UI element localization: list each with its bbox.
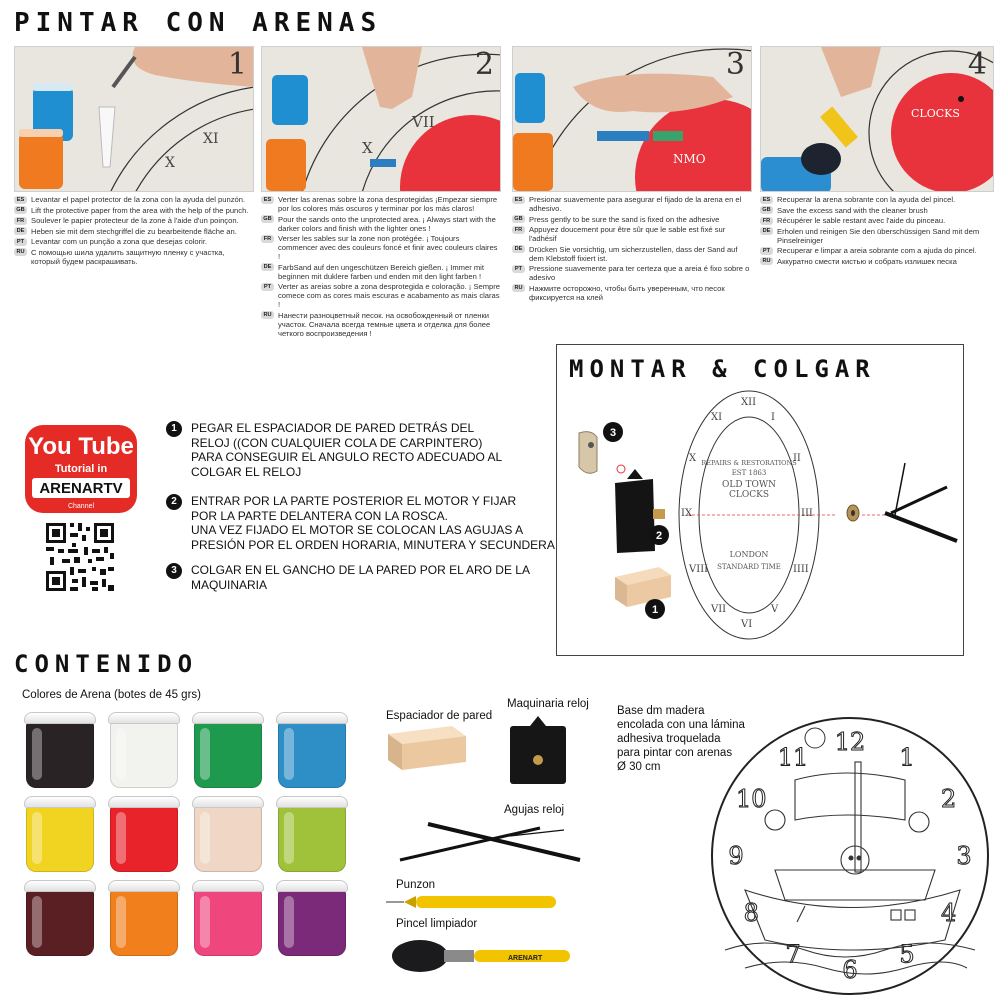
step-1-instructions — [14, 195, 254, 266]
step-1-illustration — [15, 47, 254, 192]
step-3-instructions — [512, 195, 752, 302]
lang-badge: GB — [512, 215, 525, 223]
callout-2: 2 — [655, 530, 663, 542]
sand-jar-lid — [24, 796, 96, 808]
clock-base-numeral: 3 — [956, 842, 972, 870]
sand-jar — [22, 796, 98, 872]
sand-jar — [190, 796, 266, 872]
base-description: Base dm madera encolada con una lámina adhesiva troquelada para pintar con arenas Ø 30 cm — [617, 705, 745, 773]
instruction-text: Verter las arenas sobre la zona desprotegidas ¡Empezar siempre por los colores más oscuros y terminar por los más claros! — [278, 195, 498, 213]
youtube-brand: You Tube — [28, 433, 134, 460]
instruction-text: Save the excess sand with the cleaner brush — [777, 205, 928, 215]
sand-jar — [274, 880, 350, 956]
roman-numeral: VII — [711, 604, 727, 616]
montar-step-2-text: ENTRAR POR LA PARTE POSTERIOR EL MOTOR Y FIJAR POR LA PARTE DELANTERA CON LA ROSCA. UNA VEZ FIJADO EL MOTOR SE COLOCAN LAS AGUJAS A PRESIÓN POR EL ORDEN HORARIA, MINUTERA Y SECUNDERA — [191, 494, 555, 552]
wall-hook-icon — [579, 432, 597, 474]
montar-step-3 — [166, 563, 530, 592]
instruction-text: FarbSand auf den ungeschützen Bereich gießen. ¡ Immer mit beginnen mit duklere farben und enden mit den light farben ! — [278, 262, 484, 281]
lang-badge: PT — [261, 283, 274, 291]
instruction-row — [512, 284, 752, 302]
instruction-text: Press gently to be sure the sand is fixed on the adhesive — [529, 214, 720, 224]
instruction-text: Heben sie mit dem stechgriffel die zu bearbeitende fläche an. — [31, 226, 237, 236]
svg-text:X: X — [165, 155, 175, 171]
hands-label: Agujas reloj — [504, 804, 565, 816]
wall-spacer-icon — [615, 567, 671, 607]
instruction-row — [760, 216, 994, 225]
instruction-row — [261, 215, 501, 233]
instruction-text: Recuperar la arena sobrante con la ayuda del pincel. — [777, 195, 956, 204]
instruction-row — [261, 263, 501, 281]
instruction-text: Récupérer le sable restant avec l'aide du pinceau. — [777, 216, 946, 225]
instruction-text: Recuperar e limpar a areia sobrante com a ajuda do pincel. — [777, 246, 977, 255]
sand-jar-lid — [276, 796, 348, 808]
callout-3: 3 — [609, 427, 617, 439]
svg-text:X: X — [362, 139, 373, 157]
youtube-line1: Tutorial in — [54, 463, 108, 475]
sand-jar — [22, 880, 98, 956]
montar-diagram-panel — [556, 344, 964, 656]
instruction-row — [261, 282, 501, 309]
assembly-diagram — [557, 345, 963, 655]
instruction-text: Verser les sables sur la zone non protégée. ¡ Toujours commencer avec des couleurs foncé et finir avec couleurs claires ! — [278, 234, 498, 261]
nut-icon — [847, 505, 859, 521]
sand-jar-lid — [108, 880, 180, 892]
sand-jar-lid — [192, 796, 264, 808]
instruction-row — [14, 227, 254, 236]
instruction-row — [512, 195, 752, 213]
clock-base-numeral: 5 — [899, 940, 915, 969]
montar-step-1-text: PEGAR EL ESPACIADOR DE PARED DETRÁS DEL RELOJ ((CON CUALQUIER COLA DE CARPINTERO) PARA CONSEGUIR EL ANGULO RECTO ADECUADO AL COLGAR EL RELOJ — [191, 421, 503, 479]
clock-arc-text: REPAIRS & RESTORATIONS — [701, 459, 797, 467]
roman-numeral: IIII — [792, 563, 809, 575]
lang-badge: RU — [14, 248, 27, 256]
clock-base-numeral: 11 — [777, 743, 809, 772]
instruction-text: Erholen und reinigen Sie den überschüssigen Sand mit dem Pinselreiniger — [777, 226, 980, 245]
lang-badge: RU — [760, 257, 773, 265]
roman-numeral: IX — [681, 508, 693, 519]
sand-jar — [106, 880, 182, 956]
step-2-instructions — [261, 195, 501, 338]
clock-movement-icon — [510, 716, 566, 784]
youtube-badge-icon — [24, 424, 138, 514]
instruction-text: Нажмите осторожно, чтобы быть уверенным, что песок фиксируется на клей — [529, 283, 725, 302]
step-4 — [760, 46, 994, 267]
instruction-text: Verter as areias sobre a zona desprotegida e coloração. ¡ Sempre comece com as cores mais escuras e acabamento as mais claras ! — [278, 282, 501, 309]
roman-numeral: II — [792, 452, 801, 464]
clock-base-drawing — [705, 710, 995, 1000]
step-3-photo — [512, 46, 752, 192]
lang-badge: ES — [512, 196, 525, 204]
accessories-illustration — [380, 710, 620, 1000]
spacer-label: Espaciador de pared — [386, 710, 493, 722]
instruction-row — [261, 195, 501, 213]
sand-jar — [190, 880, 266, 956]
clock-base-numeral: 2 — [941, 785, 957, 813]
lang-badge: DE — [261, 263, 274, 271]
step-2-photo — [261, 46, 501, 192]
lang-badge: GB — [760, 206, 773, 214]
sand-jar-lid — [108, 712, 180, 724]
instruction-row — [760, 195, 994, 204]
clock-base-numeral: 10 — [736, 785, 767, 813]
youtube-line3: Channel — [67, 503, 95, 510]
lang-badge: DE — [512, 245, 525, 253]
punch-label: Punzon — [396, 879, 436, 891]
sand-jar-lid — [108, 796, 180, 808]
brush-brand: ARENART — [508, 955, 543, 962]
lang-badge: PT — [512, 265, 525, 273]
montar-step-3-bullet: 3 — [166, 563, 182, 579]
cleaning-brush-icon — [392, 940, 570, 972]
roman-numeral: XII — [741, 397, 757, 408]
clock-hands-icon — [400, 824, 580, 860]
lang-badge: FR — [261, 235, 274, 243]
sand-jar — [106, 712, 182, 788]
instruction-text: С помощью шила удалить защитную пленку с участка, который будем раскрашивать. — [31, 247, 225, 266]
lang-badge: RU — [261, 311, 274, 319]
instruction-row — [760, 206, 994, 215]
montar-step-3-text: COLGAR EN EL GANCHO DE LA PARED POR EL ARO DE LA MAQUINARIA — [191, 563, 530, 592]
instruction-row — [261, 234, 501, 261]
clock-city-text: LONDON — [729, 550, 769, 559]
step-3-illustration — [513, 47, 752, 192]
instruction-row — [760, 227, 994, 245]
montar-step-2-bullet: 2 — [166, 494, 182, 510]
instruction-text: Pour the sands onto the unprotected area. ¡ Always start with the darker colors and finish with the lighter ones ! — [278, 214, 496, 233]
clock-base-numeral: 8 — [743, 899, 759, 927]
step-4-illustration — [761, 47, 994, 192]
lang-badge: FR — [512, 226, 525, 234]
lang-badge: ES — [261, 196, 274, 204]
clock-base-numeral: 4 — [941, 899, 957, 927]
punch-tool-icon — [386, 896, 556, 908]
youtube-logo[interactable] — [24, 424, 138, 514]
clock-base-numeral: 9 — [728, 842, 744, 870]
instruction-text: Presionar suavemente para asegurar el fijado de la arena en el adhesivo. — [529, 195, 742, 213]
step-2-number: 2 — [474, 47, 494, 82]
sand-colors-label: Colores de Arena (botes de 45 grs) — [22, 689, 201, 701]
roman-numeral: VI — [741, 619, 753, 630]
sand-jar-lid — [24, 712, 96, 724]
step-1-photo — [14, 46, 254, 192]
callout-1: 1 — [651, 604, 659, 616]
instruction-row — [14, 206, 254, 215]
lang-badge: RU — [512, 284, 525, 292]
callout-1-badge — [645, 599, 665, 619]
instruction-text: Levantar com un punção a zona que desejas colorir. — [31, 237, 208, 246]
movement-label: Maquinaria reloj — [507, 698, 589, 710]
step-2 — [261, 46, 501, 339]
roman-numeral: VIII — [689, 563, 709, 575]
montar-step-2 — [166, 494, 555, 552]
instruction-text: Soulever le papier protecteur de la zone à l'aide d'un poinçon. — [31, 216, 239, 225]
instruction-text: Lift the protective paper from the area with the help of the punch. — [31, 205, 249, 215]
clock-brand2-text: CLOCKS — [728, 490, 770, 500]
page-title: PINTAR CON ARENAS — [14, 8, 383, 38]
sand-jar-lid — [276, 712, 348, 724]
svg-text:VII: VII — [412, 113, 435, 131]
instruction-row — [760, 257, 994, 266]
lang-badge: ES — [760, 196, 773, 204]
spacer-block-icon — [388, 726, 466, 770]
clock-base-numeral: 6 — [842, 956, 858, 984]
clock-std-text: STANDARD TIME — [717, 563, 781, 571]
roman-numeral: III — [801, 508, 813, 519]
instruction-text: Аккуратно смести кистью и собрать излишек песка — [777, 256, 957, 266]
roman-numeral: I — [771, 411, 775, 423]
instruction-row — [14, 216, 254, 225]
instruction-text: Appuyez doucement pour être sûr que le sable est fixé sur l'adhésif — [529, 225, 726, 243]
instruction-row — [14, 248, 254, 266]
instruction-row — [512, 215, 752, 224]
qr-code-icon — [44, 521, 116, 593]
sand-jar-lid — [24, 880, 96, 892]
clock-base-numeral: 12 — [834, 728, 866, 756]
lang-badge: PT — [760, 247, 773, 255]
montar-step-1 — [166, 421, 502, 479]
instruction-row — [14, 195, 254, 204]
instruction-row — [512, 264, 752, 282]
instruction-row — [760, 246, 994, 255]
lang-badge: GB — [261, 215, 274, 223]
lang-badge: FR — [760, 217, 773, 225]
step-3-number: 3 — [725, 47, 745, 82]
sand-jar — [190, 712, 266, 788]
sand-jar — [22, 712, 98, 788]
step-1 — [14, 46, 254, 267]
clock-est-text: EST 1863 — [731, 469, 767, 477]
qr-code[interactable] — [44, 521, 116, 593]
svg-text:NMO: NMO — [673, 152, 706, 166]
step-4-number: 4 — [967, 47, 987, 82]
callout-3-badge — [603, 422, 623, 442]
sand-jar-lid — [192, 712, 264, 724]
lang-badge: DE — [14, 227, 27, 235]
sand-jar-lid — [276, 880, 348, 892]
montar-title: MONTAR & COLGAR — [569, 355, 876, 383]
svg-text:CLOCKS: CLOCKS — [911, 107, 960, 120]
step-1-number: 1 — [227, 47, 247, 82]
sand-jar — [106, 796, 182, 872]
step-3 — [512, 46, 752, 303]
instruction-text: Нанести разноцветный песок. на освобожденный от пленки участок. Сначала всегда темные цвета и отделка для более четкого воспроизведения ! — [278, 310, 491, 338]
clock-base-numeral: 7 — [785, 940, 801, 969]
lang-badge: PT — [14, 238, 27, 246]
instruction-row — [512, 245, 752, 263]
youtube-channel-name: ARENARTV — [39, 480, 123, 497]
instruction-text: Levantar el papel protector de la zona con la ayuda del punzón. — [31, 195, 246, 204]
svg-text:XI: XI — [203, 131, 219, 147]
montar-step-1-bullet: 1 — [166, 421, 182, 437]
lang-badge: ES — [14, 196, 27, 204]
sand-jar-lid — [192, 880, 264, 892]
instruction-row — [261, 311, 501, 338]
instruction-text: Pressione suavemente para ter certeza que a areia é fixo sobre o adesivo — [529, 264, 750, 282]
lang-badge: DE — [760, 227, 773, 235]
sand-jar — [274, 796, 350, 872]
step-4-photo — [760, 46, 994, 192]
clock-hands-icon — [885, 463, 957, 541]
callout-2-badge — [649, 525, 669, 545]
clock-base-numeral: 1 — [899, 743, 915, 772]
lang-badge: FR — [14, 217, 27, 225]
instruction-row — [512, 225, 752, 243]
roman-numeral: V — [771, 604, 779, 616]
roman-numeral: X — [689, 452, 697, 464]
lang-badge: GB — [14, 206, 27, 214]
instruction-row — [14, 237, 254, 246]
step-4-instructions — [760, 195, 994, 266]
instruction-text: Drücken Sie vorsichtig, um sicherzustellen, dass der Sand auf dem Klebstoff fixiert ist. — [529, 244, 738, 263]
clock-brand1-text: OLD TOWN — [722, 480, 776, 490]
sand-jar — [274, 712, 350, 788]
contenido-title: CONTENIDO — [14, 650, 199, 678]
roman-numeral: XI — [711, 411, 723, 423]
brush-label: Pincel limpiador — [396, 918, 478, 930]
step-2-illustration — [262, 47, 501, 192]
